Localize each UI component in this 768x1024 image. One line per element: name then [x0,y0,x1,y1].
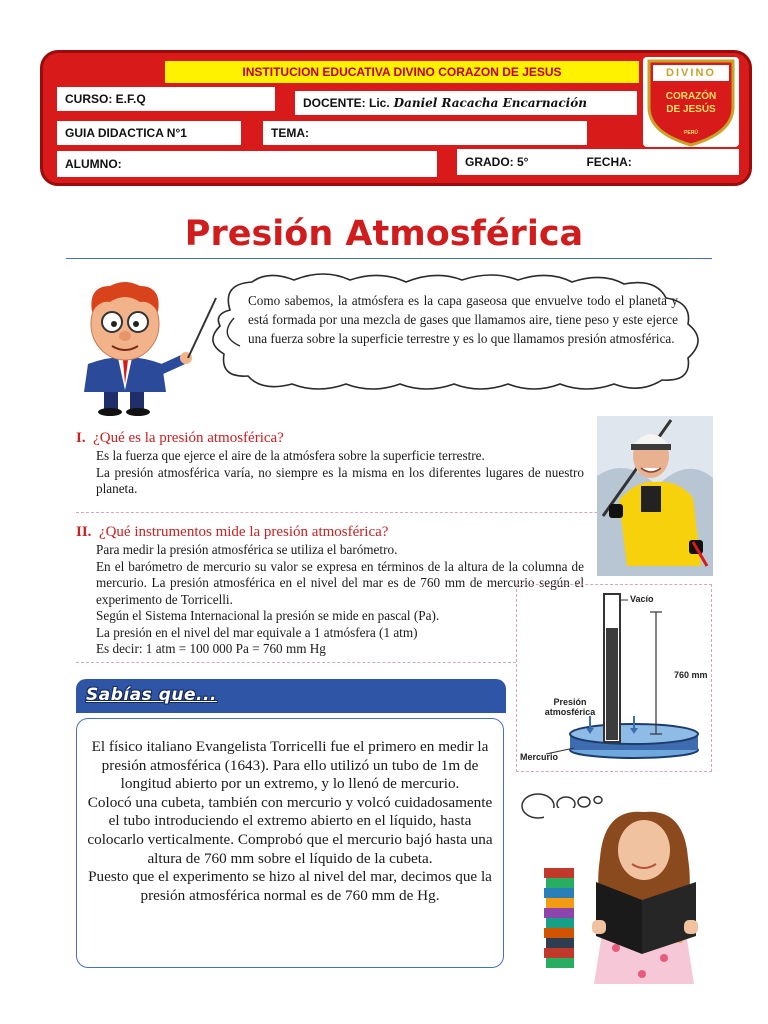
sabias-header [76,679,506,713]
school-logo [643,57,739,147]
tema-field [263,121,587,145]
section1-heading [76,430,284,447]
alumno-field [57,151,437,177]
barometer-presion-line1: Presión [553,697,587,707]
guia-field [57,121,241,145]
sabias-paragraph: Puesto que el experimento se hizo al nivel del mar, decimos que la presión atmosférica normal es de 760 mm de Hg. [88,868,492,904]
tema-label: TEMA: [271,126,309,140]
fecha-label: FECHA: [586,155,632,169]
grado-fecha-field [457,149,739,175]
section1-body [96,448,584,498]
skier-photo [597,416,713,576]
title-divider [66,258,712,259]
sabias-text [84,738,496,905]
section1-line: Es la fuerza que ejerce el aire de la atmósfera sobre la superficie terrestre. [96,448,485,463]
school-name: INSTITUCION EDUCATIVA DIVINO CORAZON DE JESUS [165,61,639,83]
logo-mid1: CORAZÓN [665,91,717,102]
curso-label: CURSO: E.F.Q [65,92,146,106]
docente-field [295,91,637,115]
section2-heading [76,524,388,541]
page-title: Presión Atmosférica [184,214,584,254]
section2-line: La presión en el nivel del mar equivale a 1 atmósfera (1 atm) [96,624,418,640]
grado-label: GRADO: 5° [465,155,529,169]
section2-line: Según el Sistema Internacional la presión se mide en pascal (Pa). [96,608,440,623]
teacher-cartoon-icon [70,272,220,422]
girl-reading-photo [544,808,712,984]
barometer-presion-label [540,697,600,717]
alumno-label: ALUMNO: [65,157,122,171]
header-panel [40,50,752,186]
barometer-mercurio-label: Mercurio [520,752,559,762]
section2-number: II. [76,524,92,540]
section2-line: Es decir: 1 atm = 100 000 Pa = 760 mm Hg [96,641,326,656]
section1-line: La presión atmosférica varía, no siempre es la misma en los diferentes lugares de nuestro planeta. [96,464,584,496]
sabias-title: Sabías que... [86,685,217,705]
section1-number: I. [76,430,86,446]
section2-line: Para medir la presión atmosférica se utiliza el barómetro. [96,542,398,557]
barometer-height-label: 760 mm [674,670,708,680]
docente-label: DOCENTE: Lic. [303,96,390,110]
guia-label: GUIA DIDACTICA N°1 [65,126,187,140]
sabias-paragraph: El físico italiano Evangelista Torricelli fue el primero en medir la presión atmosférica (1643). Para ello utilizó un tubo de 1m de longitud abierto por un extremo, y lo llenó de mercurio. [91,738,489,793]
section2-line: En el barómetro de mercurio su valor se expresa en términos de la altura de la columna de mercurio. La presión atmosférica en el nivel del mar es de 760 mm de mercurio según el experimento de Torricelli. [96,558,584,607]
docente-name: Daniel Racacha Encarnación [393,96,587,110]
section2-body [96,542,584,658]
logo-bottom: PERÚ [684,130,698,136]
logo-mid2: DE JESÚS [666,104,716,115]
intro-text: Como sabemos, la atmósfera es la capa gaseosa que envuelve todo el planeta y está formada por una mezcla de gases que llamamos aire, tiene peso y este ejerce una fuerza sobre la superficie terrestre y es lo que llamamos presión atmosférica. [248,293,678,346]
barometer-vacio-label: Vacío [630,594,654,604]
section1-title: ¿Qué es la presión atmosférica? [93,430,284,446]
section2-title: ¿Qué instrumentos mide la presión atmosférica? [98,524,389,540]
sabias-paragraph: Colocó una cubeta, también con mercurio y volcó cuidadosamente el tubo introduciendo el extremo abierto en el líquido, hasta colocarlo verticalmente. Comprobó que el mercurio bajó hasta una altura de 760 mm sobre el líquido de la cubeta. [87,793,493,867]
barometer-presion-line2: atmosférica [544,707,596,717]
section-divider [76,662,516,663]
curso-field [57,87,275,111]
logo-top: DIVINO [666,67,716,79]
